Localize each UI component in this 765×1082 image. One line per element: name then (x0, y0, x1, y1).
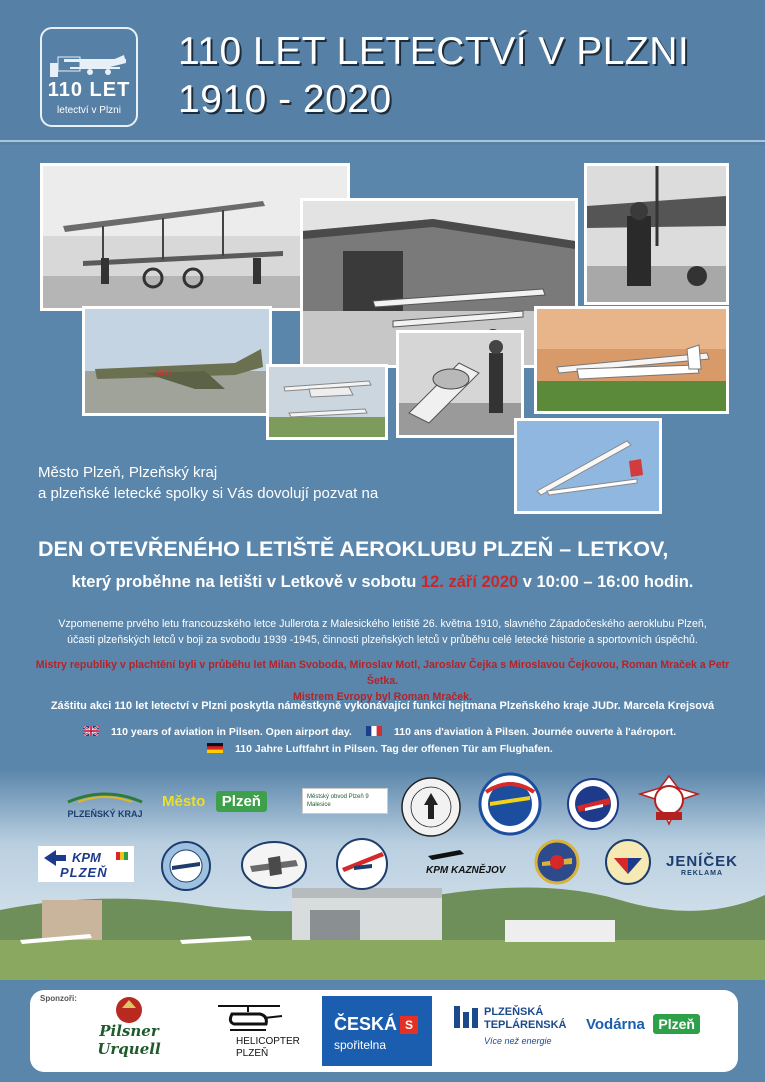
vodarna-city-badge: Plzeň (653, 1014, 700, 1034)
photo-glider-sky (514, 418, 662, 514)
champions-line-2: Mistrem Evropy byl Roman Mraček. (293, 691, 472, 703)
history-line-2: účasti plzeňských letců v boji za svobodu 1939 -1945, činnosti plzeňských letců v průběhu celé letecké historie a sportovních úspěchů. (67, 634, 698, 646)
header-divider (0, 140, 765, 142)
event-sub-before: který proběhne na letišti v Letkově v sobotu (71, 573, 421, 591)
logo-kpm-plzen (38, 846, 134, 882)
plzen-wings-emblem-icon (636, 772, 702, 830)
sponsors-label: Sponzoři: (40, 994, 77, 1003)
invitation-text (38, 462, 378, 504)
historic-aircraft-emblem-icon (240, 840, 308, 890)
photo-pilot-fighter (584, 163, 729, 305)
logo-mesto-plzen (162, 791, 282, 815)
klasicky-trenazer-emblem-icon (567, 778, 619, 830)
logo-plzensky-kraj (58, 790, 152, 818)
logo-caption: letectví v Plzni (57, 105, 121, 116)
heli-text-1: HELICOPTER (236, 1036, 300, 1047)
mesto-text: Město (162, 793, 206, 810)
champions-paragraph (30, 657, 735, 705)
pilsner-text: Pilsner Urquell (97, 1022, 161, 1058)
logo-number: 110 LET (47, 79, 131, 101)
logo-jenicek (666, 853, 738, 877)
kaznejov-text: KPM KAZNĚJOV (426, 865, 506, 876)
heli-text-2: PLZEŇ (236, 1048, 269, 1059)
helicopter-icon (214, 1002, 284, 1036)
event-subline (0, 573, 765, 592)
aeroklub-plzen-emblem-icon (478, 772, 542, 836)
military-emblem-icon (534, 836, 580, 888)
kpm-city-text: PLZEŇ (60, 865, 108, 880)
slovany-district-emblem-icon (400, 775, 462, 839)
lang-french-text: 110 ans d'aviation à Pilsen. Journée ouverte à l'aéroport. (394, 726, 677, 738)
invitation-line-2: a plzeňské letecké spolky si Vás dovolují pozvat na (38, 485, 379, 502)
glider-club-emblem-icon (334, 838, 390, 890)
logo-pilsner-urquell (74, 994, 184, 1066)
photo-mig-jet (82, 306, 272, 416)
logo-malesice (302, 788, 388, 814)
biplane-icon (50, 37, 132, 81)
plzensky-kraj-text: PLZEŇSKÝ KRAJ (67, 809, 143, 819)
history-paragraph (30, 616, 735, 648)
lang-german (207, 743, 553, 755)
germany-flag-icon (207, 743, 223, 753)
logo-plzenska-teplarenska (454, 1004, 584, 1064)
uk-flag-icon (83, 726, 99, 736)
lang-english (83, 726, 352, 738)
kpm-arrow-icon (44, 850, 66, 866)
vodarna-text: Vodárna (586, 1016, 645, 1033)
ceska-s-badge-icon: S (400, 1016, 418, 1034)
lang-german-text: 110 Jahre Luftfahrt in Pilsen. Tag der offenen Tür am Flughafen. (235, 743, 553, 755)
svg-text:5917: 5917 (155, 368, 173, 377)
page-title (178, 28, 689, 124)
teplarenska-tagline: Více než energie (484, 1036, 552, 1046)
lang-english-text: 110 years of aviation in Pilsen. Open airport day. (111, 726, 352, 738)
champions-line-1: Mistry republiky v plachtění byli v průběhu let Milan Svoboda, Miroslav Motl, Jaroslav Čejka s Miroslavou Čejkovou, Roman Mraček a Petr Šetka. (35, 659, 730, 687)
plzen-badge: Plzeň (216, 791, 267, 812)
logo-helicopter-plzen (214, 1002, 310, 1066)
event-sub-after: v 10:00 – 16:00 hodin. (518, 573, 694, 591)
teplarenska-text-2: TEPLÁRENSKÁ (484, 1019, 567, 1031)
lang-french (366, 726, 676, 738)
logo-kpm-kaznejov (426, 846, 514, 880)
patron-line: Záštitu akci 110 let letectví v Plzni poskytla náměstkyně vykonávající funkci hejtmana Plzeňského kraje JUDr. Marcela Krejsová (50, 700, 715, 712)
teplarenska-text-1: PLZEŇSKÁ (484, 1006, 544, 1018)
title-line-2: 1910 - 2020 (178, 78, 392, 121)
anniversary-logo (40, 27, 138, 127)
letka-club-emblem-icon (160, 840, 212, 892)
plzensky-kraj-mark-icon (58, 790, 152, 804)
photo-glider-pilot (396, 330, 524, 438)
logo-vodarna-plzen (586, 1014, 726, 1042)
ceskoslovenske-letectvo-emblem-icon (604, 836, 652, 888)
malesice-text: Městský obvod Plzeň 9 Malesice (307, 794, 369, 808)
jenicek-text: JENÍČEK (666, 853, 739, 870)
kpm-text: KPM (72, 850, 101, 865)
title-line-1: 110 LET LETECTVÍ V PLZNI (178, 30, 690, 73)
sponsors-panel (30, 990, 738, 1072)
logo-ceska-sporitelna (322, 996, 432, 1066)
france-flag-icon (366, 726, 382, 736)
invitation-line-1: Město Plzeň, Plzeňský kraj (38, 464, 218, 481)
photo-light-aircraft (266, 364, 388, 440)
event-headline: DEN OTEVŘENÉHO LETIŠTĚ AEROKLUBU PLZEŇ – LETKOV, (38, 537, 669, 561)
kpm-color-bar (116, 852, 128, 860)
history-line-1: Vzpomeneme prvého letu francouzského letce Jullerota z Malesického letiště 26. května 1910, slavného Západočeského aeroklubu Plzeň, (58, 618, 707, 630)
kaznejov-plane-icon (426, 846, 466, 862)
ceska-text: ČESKÁ (334, 1014, 398, 1034)
teplarenska-mark-icon (454, 1006, 478, 1030)
sporitelna-text: spořitelna (334, 1038, 387, 1052)
photo-glider-landing (534, 306, 729, 414)
event-date: 12. září 2020 (420, 573, 519, 591)
jenicek-sub-text: REKLAMA (681, 870, 724, 877)
